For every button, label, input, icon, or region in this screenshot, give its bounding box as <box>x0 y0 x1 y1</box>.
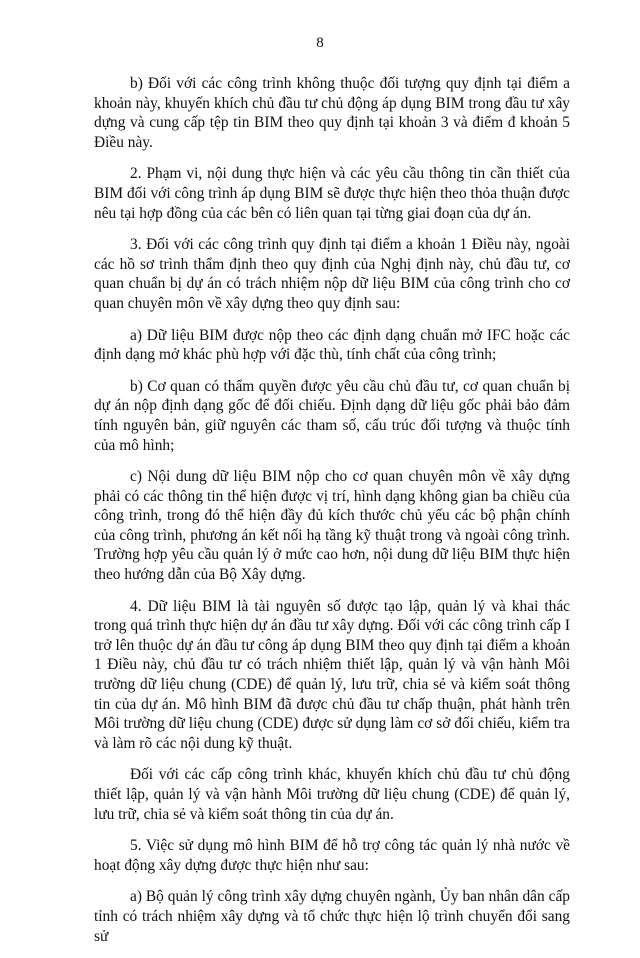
paragraph-3a: a) Dữ liệu BIM được nộp theo các định dạng chuẩn mở IFC hoặc các định dạng mở khác phù hợp với đặc thù, tính chất của công trình; <box>94 326 570 364</box>
paragraph-3b: b) Cơ quan có thẩm quyền được yêu cầu chủ đầu tư, cơ quan chuẩn bị dự án nộp định dạng gốc để đối chiếu. Định dạng dữ liệu gốc phải bảo đảm tính nguyên bản, giữ nguyên các tham số, cấu trúc đối tượng và thuộc tính của mô hình; <box>94 377 570 454</box>
paragraph-5: 5. Việc sử dụng mô hình BIM để hỗ trợ công tác quản lý nhà nước về hoạt động xây dựng được thực hiện như sau: <box>94 837 570 874</box>
page-number: 8 <box>316 35 324 51</box>
paragraph-5a: a) Bộ quản lý công trình xây dựng chuyên ngành, Ủy ban nhân dân cấp tỉnh có trách nhiệm xây dựng và tổ chức thực hiện lộ trình chuyển đổi sang sử <box>94 888 570 945</box>
paragraph-2: 2. Phạm vi, nội dung thực hiện và các yêu cầu thông tin cần thiết của BIM đối với công trình áp dụng BIM sẽ được thực hiện theo thỏa thuận được nêu tại hợp đồng của các bên có liên quan tại từng giai đoạn của dự án. <box>94 165 570 222</box>
paragraph-4: 4. Dữ liệu BIM là tài nguyên số được tạo lập, quản lý và khai thác trong quá trình thực hiện dự án đầu tư xây dựng. Đối với các công trình cấp I trở lên thuộc dự án đầu tư công áp dụng BIM theo quy định tại điểm a khoản 1 Điều này, chủ đầu tư có trách nhiệm thiết lập, quản lý và vận hành Môi trường dữ liệu chung (CDE) để quản lý, lưu trữ, chia sẻ và kiểm soát thông tin của dự án. Mô hình BIM đã được chủ đầu tư chấp thuận, phát hành trên Môi trường dữ liệu chung (CDE) được sử dụng làm cơ sở đối chiếu, kiểm tra và làm rõ các nội dung kỹ thuật. <box>94 597 570 752</box>
paragraph-1b: b) Đối với các công trình không thuộc đối tượng quy định tại điểm a khoản này, khuyến khích chủ đầu tư chủ động áp dụng BIM trong đầu tư xây dựng và cung cấp tệp tin BIM theo quy định tại khoản 3 và điểm đ khoản 5 Điều này. <box>94 75 570 151</box>
paragraph-3: 3. Đối với các công trình quy định tại điểm a khoản 1 Điều này, ngoài các hồ sơ trình thẩm định theo quy định của Nghị định này, chủ đầu tư, cơ quan chuẩn bị dự án có trách nhiệm nộp dữ liệu BIM của công trình cho cơ quan chuyên môn về xây dựng theo quy định sau: <box>94 236 570 312</box>
document-body <box>94 74 570 958</box>
paragraph-3c: c) Nội dung dữ liệu BIM nộp cho cơ quan chuyên môn về xây dựng phải có các thông tin thể hiện được vị trí, hình dạng không gian ba chiều của công trình, trong đó thể hiện đầy đủ kích thước chủ yếu các bộ phận chính của công trình, phương án kết nối hạ tầng kỹ thuật trong và ngoài công trình. Trường hợp yêu cầu quản lý ở mức cao hơn, nội dung dữ liệu BIM thực hiện theo hướng dẫn của Bộ Xây dựng. <box>94 468 570 584</box>
paragraph-4-other: Đối với các cấp công trình khác, khuyến khích chủ đầu tư chủ động thiết lập, quản lý và vận hành Môi trường dữ liệu chung (CDE) để quản lý, lưu trữ, chia sẻ và kiểm soát thông tin của dự án. <box>94 766 570 823</box>
